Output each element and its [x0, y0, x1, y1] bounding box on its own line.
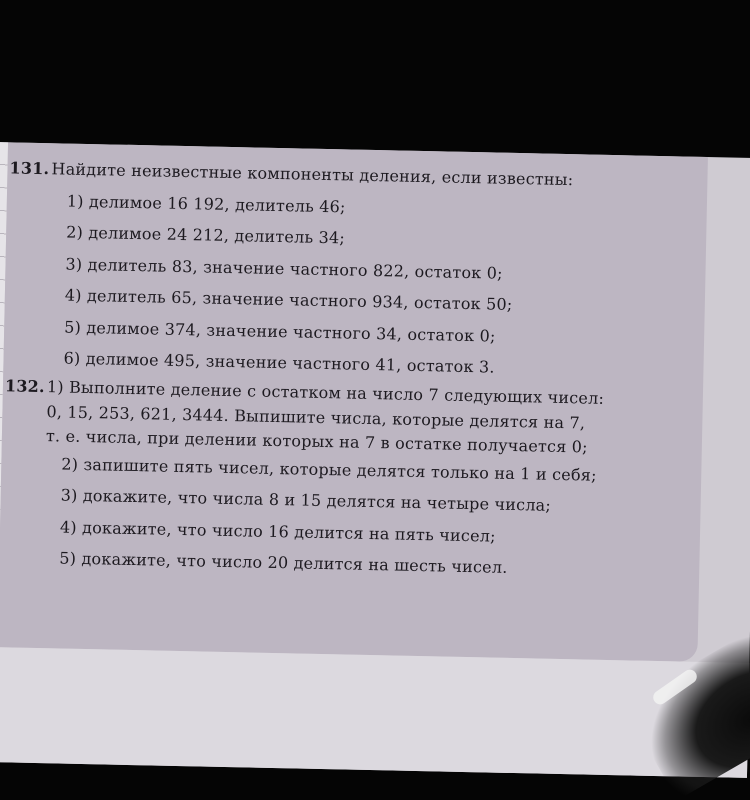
problem-132-item: 5) докажите, что число 20 делится на шесть чисел.	[59, 548, 508, 577]
exercise-text	[1, 152, 710, 587]
problem-132-item: 2) запишите пять чисел, которые делятся только на 1 и себя;	[61, 454, 597, 485]
problem-131-item: 2) делимое 24 212, делитель 34;	[66, 222, 346, 248]
problem-131-item: 5) делимое 374, значение частного 34, остаток 0;	[64, 317, 496, 346]
problem-132-line: 1) Выполните деление с остатком на число 7 следующих чисел:	[46, 376, 605, 408]
problem-132-line: т. е. числа, при делении которых на 7 в остатке получается 0;	[45, 425, 588, 457]
problem-132-item: 3) докажите, что числа 8 и 15 делятся на четыре числа;	[60, 485, 552, 515]
problem-132-number: 132.	[4, 375, 45, 396]
problem-132-item: 4) докажите, что число 16 делится на пять чисел;	[59, 516, 496, 546]
problem-131-title: Найдите неизвестные компоненты деления, если известны:	[51, 159, 574, 190]
problem-131-item: 1) делимое 16 192, делитель 46;	[66, 191, 346, 216]
problem-131-item: 4) делитель 65, значение частного 934, остаток 50;	[64, 285, 513, 314]
problem-131-item: 3) делитель 83, значение частного 822, остаток 0;	[65, 254, 503, 283]
problem-131-number: 131.	[9, 158, 50, 179]
problem-132-line: 0, 15, 253, 621, 3444. Выпишите числа, которые делятся на 7,	[46, 401, 586, 432]
problem-131-item: 6) делимое 495, значение частного 41, остаток 3.	[63, 348, 495, 377]
textbook-page	[0, 142, 750, 778]
